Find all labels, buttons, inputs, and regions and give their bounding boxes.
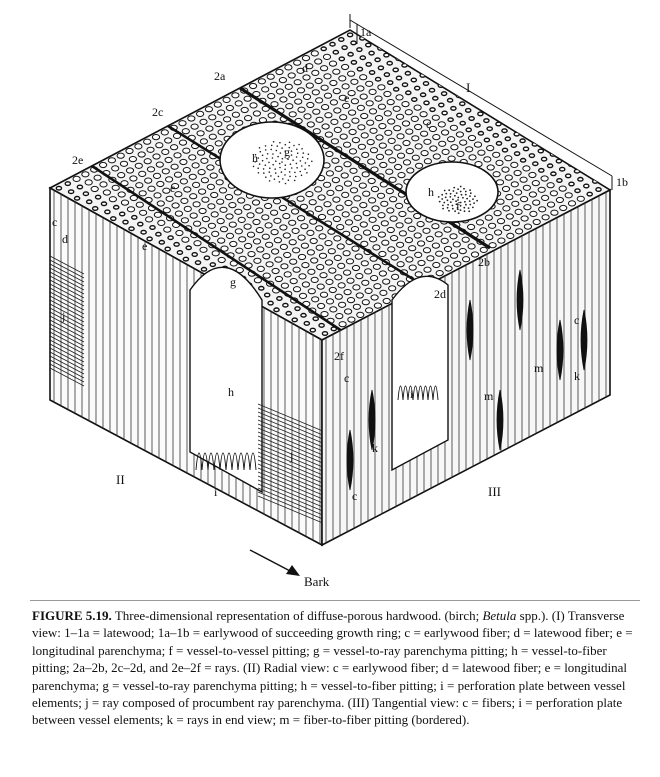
label-2f: 2f [334,349,344,363]
label-III: III [488,484,501,499]
vessel-large [220,122,324,198]
label-h-left: h [228,385,234,399]
label-2b: 2b [478,255,490,269]
caption-genus: Betula [482,608,517,623]
label-2d: 2d [434,287,446,301]
label-i-left: i [214,485,218,499]
label-e-left-top: e [170,181,176,195]
label-f-top: f [456,199,460,213]
caption-text-a: Three-dimensional representation of diffuse-porous hardwood. (birch; [114,608,480,623]
label-m-right: m [534,361,544,375]
figure-number: FIGURE 5.19. [32,608,112,623]
label-c-top: c [426,117,432,131]
bark-arrow [250,550,300,576]
label-k-far-right: k [574,369,580,383]
vessel-small [406,162,498,222]
label-2a: 2a [214,69,226,83]
label-2e: 2e [72,153,84,167]
label-I: I [466,80,471,95]
label-j-left-2: j [290,449,294,463]
tangential-vessel [392,276,448,470]
label-g-left: g [230,275,236,289]
label-c-right: c [344,371,350,385]
label-bark: Bark [304,574,330,589]
label-j-left: j [62,309,66,323]
label-m-right-2: m [484,389,494,403]
caption-divider [30,600,640,601]
label-c-left: c [52,215,58,229]
label-h-top-2: h [428,185,434,199]
label-1b: 1b [616,175,628,189]
label-c-right-2: c [352,489,358,503]
label-e-top: e [344,91,350,105]
label-1a: 1a [360,25,372,39]
label-k-right: k [372,441,378,455]
label-II: II [116,472,125,487]
label-e-left: e [142,239,148,253]
label-g-top: g [284,145,290,159]
label-i-right: i [410,387,414,401]
label-h-top: h [252,151,258,165]
figure-caption [32,607,636,729]
caption-text-b: spp.). (I) Transverse view: 1–1a = latewood; 1a–1b = earlywood of succeeding growth ring; c = earlywood fiber; d = latewood fiber; e = longitudinal parenchyma; f = vessel-to-vessel pitting; g = vessel-to-ray parenchyma pitting; h = vessel-to-fiber pitting; 2a–2b, 2c–2d, and 2e–2f = rays. (II) Radial view: c = earlywood fiber; d = latewood fiber; e = longitudinal parenchyma; g = vessel-to-ray parenchyma pitting; h = vessel-to-fiber pitting; i = perforation plate between vessel elements; j = ray composed of procumbent ray parenchyma. (III) Tangential view: c = fibers; i = perforation plate between vessel elements; k = rays in end view; m = fiber-to-fiber pitting (bordered). [32,608,633,728]
label-2c: 2c [152,105,164,119]
label-d-left: d [62,232,68,246]
label-c-far-right: c [574,313,580,327]
label-d-top: d [302,61,308,75]
